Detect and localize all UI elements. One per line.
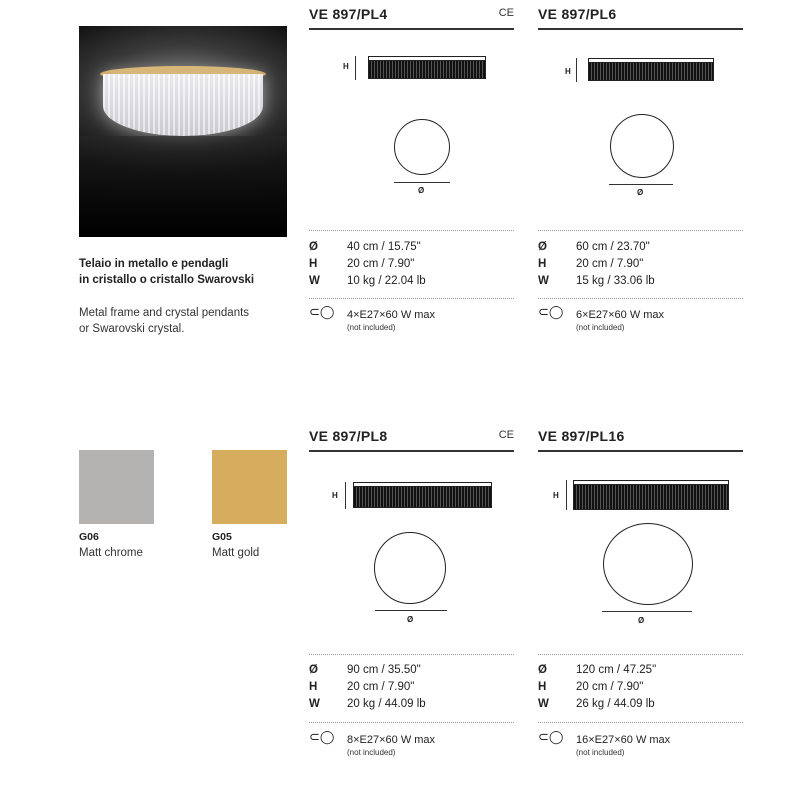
bulb-spec: 6×E27×60 W max <box>576 309 665 321</box>
title-rule <box>309 28 514 30</box>
bulb-icon: ⊂◯ <box>538 304 564 319</box>
spec-row: W 15 kg / 33.06 lb <box>538 275 655 287</box>
spec-row: H 20 cm / 7.90" <box>538 258 644 270</box>
product-title: VE 897/PL8 <box>309 428 388 444</box>
finish-name: Matt gold <box>212 547 260 559</box>
spec-row: Ø 60 cm / 23.70" <box>538 241 650 253</box>
height-dimension-line <box>566 480 567 510</box>
diameter-dimension-line <box>602 611 692 612</box>
divider <box>538 722 743 723</box>
product-card-pl6 <box>538 6 743 346</box>
spec-row: Ø 40 cm / 15.75" <box>309 241 421 253</box>
bulb-note: (not included) <box>576 748 625 757</box>
height-dimension-line <box>576 58 577 82</box>
product-card-pl4 <box>309 6 514 346</box>
lamp-side-view <box>368 56 486 79</box>
spec-row: Ø 90 cm / 35.50" <box>309 664 421 676</box>
spec-row: H 20 cm / 7.90" <box>309 681 415 693</box>
height-label: H <box>565 67 571 76</box>
divider <box>538 654 743 655</box>
diameter-dimension-line <box>375 610 447 611</box>
diameter-dimension-line <box>394 182 450 183</box>
bulb-icon: ⊂◯ <box>309 729 335 744</box>
lamp-top-view-circle <box>603 523 693 605</box>
bulb-icon: ⊂◯ <box>538 729 564 744</box>
lamp-side-view <box>353 482 492 508</box>
bulb-note: (not included) <box>576 323 625 332</box>
product-card-pl16 <box>538 428 743 768</box>
bulb-note: (not included) <box>347 323 396 332</box>
diameter-label: Ø <box>637 188 644 197</box>
product-title: VE 897/PL4 <box>309 6 388 22</box>
spec-row: W 20 kg / 44.09 lb <box>309 698 426 710</box>
bulb-note: (not included) <box>347 748 396 757</box>
divider <box>538 230 743 231</box>
diameter-label: Ø <box>638 616 645 625</box>
finish-swatch-matt-gold <box>212 450 287 524</box>
lamp-side-view <box>588 58 714 81</box>
divider <box>309 654 514 655</box>
title-rule <box>309 450 514 452</box>
spec-row: H 20 cm / 7.90" <box>538 681 644 693</box>
spec-row: W 10 kg / 22.04 lb <box>309 275 426 287</box>
height-dimension-line <box>345 482 346 509</box>
bulb-spec: 16×E27×60 W max <box>576 734 671 746</box>
bulb-spec: 4×E27×60 W max <box>347 309 436 321</box>
ce-mark: CE <box>498 7 514 19</box>
diameter-label: Ø <box>407 615 414 624</box>
finish-code: G06 <box>79 531 99 543</box>
title-rule <box>538 28 743 30</box>
finish-swatch-matt-chrome <box>79 450 154 524</box>
lamp-crystal-body <box>103 74 263 136</box>
title-rule <box>538 450 743 452</box>
lamp-side-view <box>573 480 729 510</box>
lamp-top-view-circle <box>394 119 450 175</box>
product-title: VE 897/PL16 <box>538 428 625 444</box>
ce-mark: CE <box>498 429 514 441</box>
lamp-top-view-circle <box>374 532 446 604</box>
product-title: VE 897/PL6 <box>538 6 617 22</box>
height-label: H <box>343 62 349 71</box>
photo-shadow <box>79 136 287 237</box>
divider <box>309 722 514 723</box>
product-photo <box>79 26 287 237</box>
spec-row: H 20 cm / 7.90" <box>309 258 415 270</box>
bulb-spec: 8×E27×60 W max <box>347 734 436 746</box>
lamp-top-view-circle <box>610 114 674 178</box>
description-italian: Telaio in metallo e pendagli in cristallo o cristallo Swarovski <box>79 258 255 286</box>
height-label: H <box>332 491 338 500</box>
bulb-icon: ⊂◯ <box>309 304 335 319</box>
finish-code: G05 <box>212 531 232 543</box>
height-label: H <box>553 491 559 500</box>
description-english: Metal frame and crystal pendants or Swarovski crystal. <box>79 307 250 335</box>
diameter-label: Ø <box>418 186 425 195</box>
divider <box>309 230 514 231</box>
divider <box>309 298 514 299</box>
product-card-pl8 <box>309 428 514 768</box>
finish-name: Matt chrome <box>79 547 143 559</box>
spec-row: W 26 kg / 44.09 lb <box>538 698 655 710</box>
spec-row: Ø 120 cm / 47.25" <box>538 664 657 676</box>
diameter-dimension-line <box>609 184 673 185</box>
height-dimension-line <box>355 56 356 80</box>
divider <box>538 298 743 299</box>
